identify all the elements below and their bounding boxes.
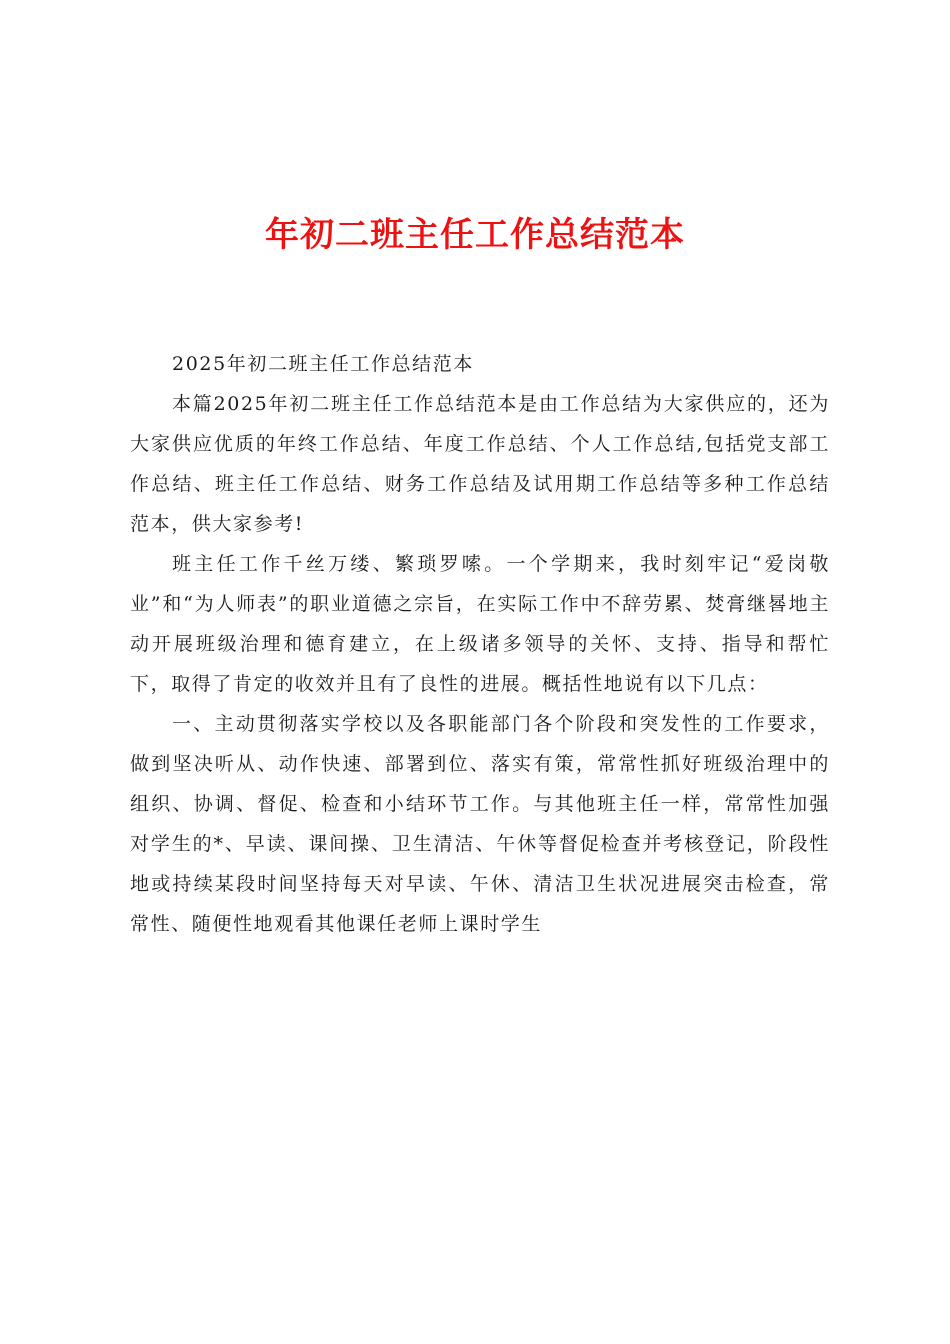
document-title: 年初二班主任工作总结范本 xyxy=(265,215,685,255)
paragraph-overview: 班主任工作千丝万缕、繁琐罗嗦。一个学期来，我时刻牢记“爱岗敬业”和“为人师表”的职业道德之宗旨，在实际工作中不辞劳累、焚膏继晷地主动开展班级治理和德育建立，在上级诸多领导的关怀、支持、指导和帮忙下，取得了肯定的收效并且有了良性的进展。概括性地说有以下几点： xyxy=(130,553,830,695)
paragraph-intro: 本篇2025年初二班主任工作总结范本是由工作总结为大家供应的，还为大家供应优质的年终工作总结、年度工作总结、个人工作总结,包括党支部工作总结、班主任工作总结、财务工作总结及试用期工作总结等多种工作总结范本，供大家参考! xyxy=(130,393,830,535)
document-body xyxy=(130,344,830,944)
paragraph-point-one: 一、主动贯彻落实学校以及各职能部门各个阶段和突发性的工作要求，做到坚决听从、动作快速、部署到位、落实有策，常常性抓好班级治理中的组织、协调、督促、检查和小结环节工作。与其他班主任一样，常常性加强对学生的*、早读、课间操、卫生清洁、午休等督促检查并考核登记，阶段性地或持续某段时间坚持每天对早读、午休、清洁卫生状况进展突击检查，常常性、随便性地观看其他课任老师上课时学生 xyxy=(130,713,830,935)
paragraph-subtitle: 2025年初二班主任工作总结范本 xyxy=(172,353,474,375)
